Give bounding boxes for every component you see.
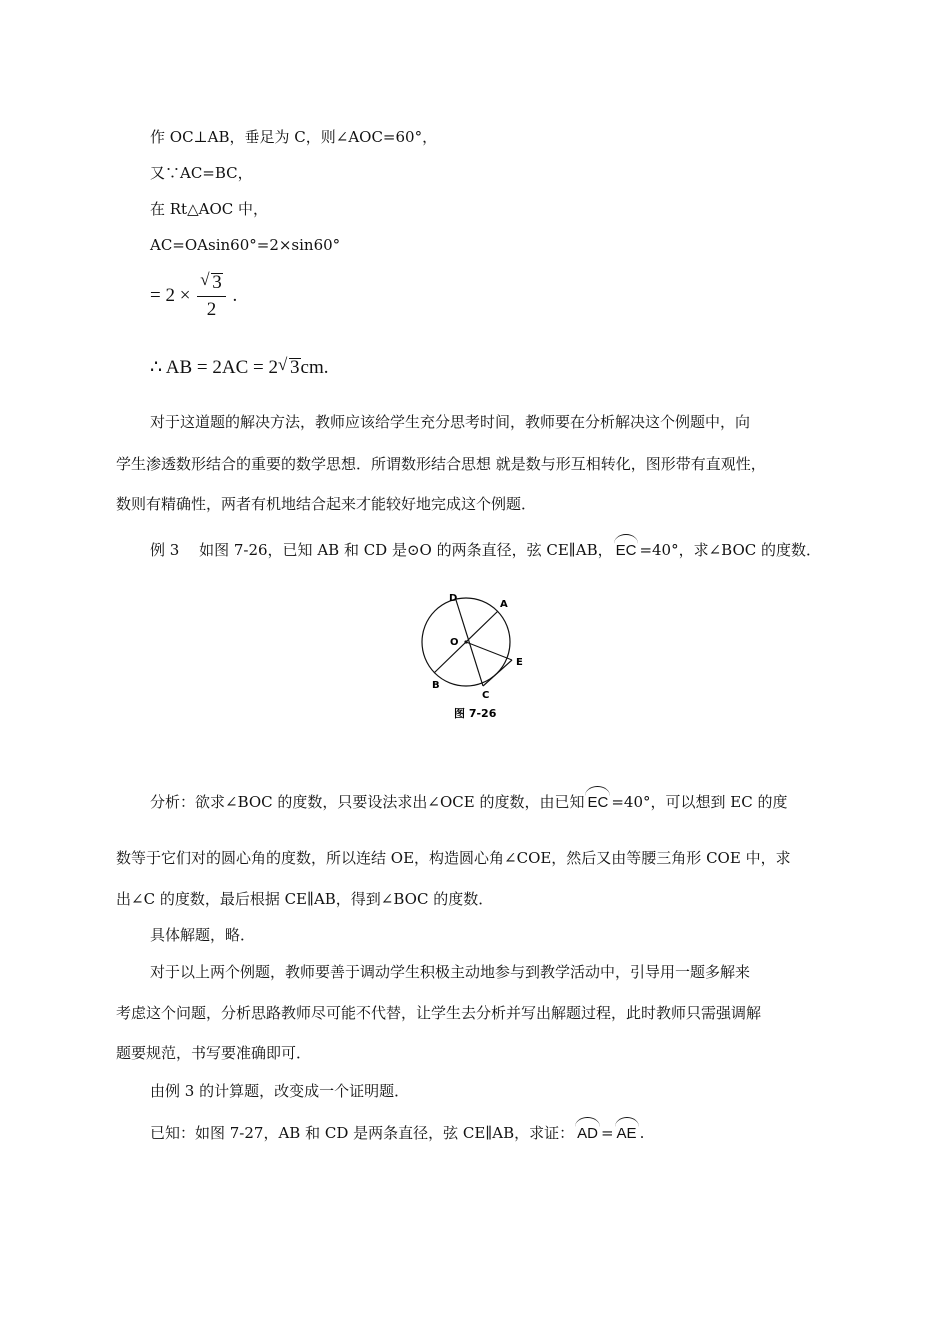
analysis-line3: 出∠C 的度数，最后根据 CE∥AB，得到∠BOC 的度数． xyxy=(116,890,494,908)
proof-line-4: AC=OAsin60°=2×sin60° xyxy=(150,236,341,254)
example3-text-a: 例 3 如图 7-26，已知 AB 和 CD 是⊙O 的两条直径，弦 CE∥AB， xyxy=(150,541,613,559)
arc-ad: AD xyxy=(577,1117,598,1144)
solution-omitted: 具体解题，略． xyxy=(150,926,256,944)
label-e: E xyxy=(516,657,523,668)
example3-proof-intro: 由例 3 的计算题，改变成一个证明题． xyxy=(150,1082,410,1100)
label-o: O xyxy=(450,637,459,648)
ab-result-line: ∴ AB = 2AC = 2 √ 3cm. xyxy=(150,355,329,378)
fraction-denominator: 2 xyxy=(206,299,217,320)
fraction-numerator: 3 xyxy=(212,272,222,293)
center-point xyxy=(464,640,467,643)
label-b: B xyxy=(432,680,440,691)
analysis-line2: 数等于它们对的圆心角的度数，所以连结 OE，构造圆心角∠COE，然后又由等腰三角形 COE 中，求 xyxy=(116,849,791,867)
ab-prefix: ∴ AB = 2AC = 2 xyxy=(150,357,279,378)
para1-line1: 对于这道题的解决方法，教师应该给学生充分思考时间，教师要在分析解决这个例题中，向 xyxy=(150,413,751,431)
chord-ce xyxy=(483,660,512,686)
label-d: D xyxy=(449,593,458,604)
fraction-line xyxy=(150,272,237,321)
known-equals: = xyxy=(600,1124,614,1142)
example3-statement xyxy=(150,534,821,561)
label-c: C xyxy=(482,690,490,701)
proof-line-2: 又∵AC=BC， xyxy=(150,164,253,182)
segment-oe xyxy=(466,642,512,660)
ab-suffix: cm. xyxy=(300,357,329,378)
proof-line-3: 在 Rt△AOC 中， xyxy=(150,200,269,218)
para1-line3: 数则有精确性，两者有机地结合起来才能较好地完成这个例题． xyxy=(116,495,537,513)
arc-ec-analysis: EC xyxy=(587,786,608,813)
figure-caption: 图 7-26 xyxy=(454,707,497,720)
fraction-prefix: = 2 × xyxy=(150,284,191,306)
proof-line-1: 作 OC⊥AB，垂足为 C，则∠AOC=60°， xyxy=(150,128,438,146)
example3-text-b: =40°，求∠BOC 的度数． xyxy=(639,541,822,559)
analysis-line1 xyxy=(150,786,787,813)
analysis-text-a: 分析：欲求∠BOC 的度数，只要设法求出∠OCE 的度数，由已知 xyxy=(150,793,585,811)
label-a: A xyxy=(500,599,508,610)
para1-line2: 学生渗透数形结合的重要的数学思想．所谓数形结合思想 就是数与形互相转化，图形带有直观性， xyxy=(116,455,766,473)
known-end: . xyxy=(639,1124,645,1142)
analysis-text-b: =40°，可以想到 EC 的度 xyxy=(611,793,788,811)
known-statement xyxy=(150,1117,644,1144)
known-text: 已知：如图 7-27，AB 和 CD 是两条直径，弦 CE∥AB，求证： xyxy=(150,1124,575,1142)
sqrt3-over-2: √ 3 2 xyxy=(197,272,226,321)
para2-line2: 考虑这个问题，分析思路教师尽可能不代替，让学生去分析并写出解题过程，此时教师只需强调解 xyxy=(116,1004,762,1022)
para2-line3: 题要规范，书写要准确即可． xyxy=(116,1044,312,1062)
fraction-suffix: . xyxy=(232,284,238,306)
arc-ec: EC xyxy=(616,534,637,561)
para2-line1: 对于以上两个例题，教师要善于调动学生积极主动地参与到教学活动中，引导用一题多解来 xyxy=(150,963,751,981)
arc-ae: AE xyxy=(617,1117,637,1144)
ab-radicand: 3 xyxy=(290,357,300,378)
figure-7-26 xyxy=(418,590,538,722)
